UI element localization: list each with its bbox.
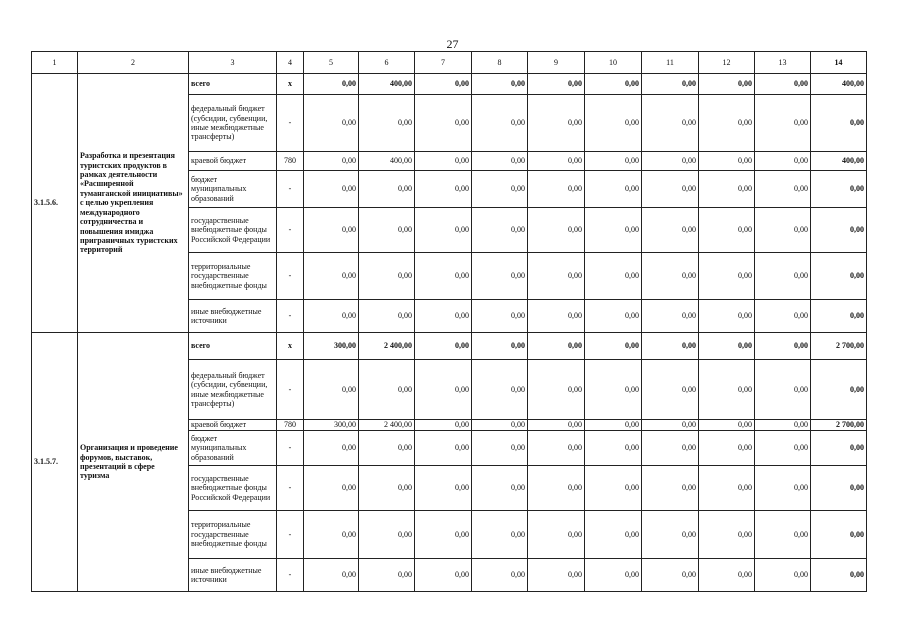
amount-cell: 0,00 xyxy=(472,511,528,559)
amount-cell: 0,00 xyxy=(528,300,585,333)
amount-cell: 0,00 xyxy=(585,95,642,152)
amount-cell: 0,00 xyxy=(811,511,867,559)
amount-cell: 0,00 xyxy=(528,171,585,208)
amount-cell: 0,00 xyxy=(699,511,755,559)
table-body xyxy=(32,52,867,592)
amount-cell: 0,00 xyxy=(699,300,755,333)
header-cell: 5 xyxy=(304,52,359,74)
amount-cell: 0,00 xyxy=(585,171,642,208)
header-cell: 3 xyxy=(189,52,277,74)
amount-cell: 0,00 xyxy=(472,171,528,208)
amount-cell: 0,00 xyxy=(304,152,359,171)
budget-code: - xyxy=(277,208,304,253)
amount-cell: 0,00 xyxy=(359,511,415,559)
amount-cell: 0,00 xyxy=(472,208,528,253)
budget-code: - xyxy=(277,360,304,420)
measure-description: Разработка и презентация туристских продуктов в рамках деятельности «Расширенной туманганской инициативы» с целью укрепления международного сотрудничества и повышения имиджа приграничных туристских территорий xyxy=(78,74,189,333)
amount-cell: 0,00 xyxy=(642,559,699,592)
amount-cell: 0,00 xyxy=(755,208,811,253)
amount-cell: 0,00 xyxy=(811,431,867,466)
amount-cell: 0,00 xyxy=(585,208,642,253)
amount-cell: 0,00 xyxy=(811,171,867,208)
amount-cell: 0,00 xyxy=(642,171,699,208)
amount-cell: 2 700,00 xyxy=(811,333,867,360)
funding-source: территориальные государственные внебюджетные фонды xyxy=(189,253,277,300)
funding-source: государственные внебюджетные фонды Российской Федерации xyxy=(189,466,277,511)
amount-cell: 0,00 xyxy=(472,74,528,95)
amount-cell: 0,00 xyxy=(755,300,811,333)
amount-cell: 0,00 xyxy=(585,74,642,95)
amount-cell: 0,00 xyxy=(415,208,472,253)
funding-source: бюджет муниципальных образований xyxy=(189,171,277,208)
amount-cell: 0,00 xyxy=(755,171,811,208)
amount-cell: 0,00 xyxy=(755,360,811,420)
amount-cell: 0,00 xyxy=(642,420,699,431)
header-cell: 7 xyxy=(415,52,472,74)
amount-cell: 300,00 xyxy=(304,333,359,360)
header-cell: 2 xyxy=(78,52,189,74)
amount-cell: 0,00 xyxy=(811,466,867,511)
amount-cell: 0,00 xyxy=(304,466,359,511)
amount-cell: 0,00 xyxy=(811,559,867,592)
amount-cell: 0,00 xyxy=(359,466,415,511)
amount-cell: 0,00 xyxy=(359,360,415,420)
budget-code: - xyxy=(277,95,304,152)
amount-cell: 0,00 xyxy=(304,559,359,592)
table-row-total xyxy=(32,333,867,360)
header-cell: 10 xyxy=(585,52,642,74)
header-cell: 13 xyxy=(755,52,811,74)
amount-cell: 0,00 xyxy=(699,171,755,208)
amount-cell: 0,00 xyxy=(585,152,642,171)
amount-cell: 0,00 xyxy=(472,420,528,431)
amount-cell: 400,00 xyxy=(811,74,867,95)
amount-cell: 0,00 xyxy=(359,431,415,466)
amount-cell: 0,00 xyxy=(755,152,811,171)
amount-cell: 0,00 xyxy=(755,95,811,152)
amount-cell: 0,00 xyxy=(642,95,699,152)
amount-cell: 0,00 xyxy=(642,253,699,300)
funding-source: иные внебюджетные источники xyxy=(189,300,277,333)
amount-cell: 0,00 xyxy=(304,511,359,559)
amount-cell: 0,00 xyxy=(359,208,415,253)
amount-cell: 0,00 xyxy=(359,300,415,333)
budget-code: - xyxy=(277,511,304,559)
amount-cell: 0,00 xyxy=(642,466,699,511)
header-cell: 9 xyxy=(528,52,585,74)
amount-cell: 0,00 xyxy=(304,171,359,208)
amount-cell: 0,00 xyxy=(415,559,472,592)
amount-cell: 0,00 xyxy=(699,74,755,95)
amount-cell: 0,00 xyxy=(699,253,755,300)
header-cell: 11 xyxy=(642,52,699,74)
funding-source: бюджет муниципальных образований xyxy=(189,431,277,466)
amount-cell: 0,00 xyxy=(528,253,585,300)
amount-cell: 0,00 xyxy=(472,95,528,152)
budget-code: - xyxy=(277,559,304,592)
page-number: 27 xyxy=(446,37,459,51)
amount-cell: 0,00 xyxy=(415,171,472,208)
amount-cell: 0,00 xyxy=(528,152,585,171)
budget-code: х xyxy=(277,74,304,95)
budget-code: - xyxy=(277,466,304,511)
amount-cell: 0,00 xyxy=(642,300,699,333)
amount-cell: 0,00 xyxy=(642,152,699,171)
amount-cell: 0,00 xyxy=(415,74,472,95)
amount-cell: 0,00 xyxy=(304,253,359,300)
measure-code: 3.1.5.7. xyxy=(32,333,78,592)
budget-code: - xyxy=(277,171,304,208)
amount-cell: 0,00 xyxy=(585,559,642,592)
budget-table xyxy=(31,51,867,592)
amount-cell: 0,00 xyxy=(415,360,472,420)
funding-source: государственные внебюджетные фонды Российской Федерации xyxy=(189,208,277,253)
header-cell: 12 xyxy=(699,52,755,74)
amount-cell: 0,00 xyxy=(811,208,867,253)
amount-cell: 0,00 xyxy=(642,333,699,360)
amount-cell: 0,00 xyxy=(699,431,755,466)
amount-cell: 0,00 xyxy=(472,152,528,171)
amount-cell: 0,00 xyxy=(304,300,359,333)
amount-cell: 400,00 xyxy=(359,74,415,95)
amount-cell: 0,00 xyxy=(528,333,585,360)
amount-cell: 0,00 xyxy=(528,74,585,95)
amount-cell: 0,00 xyxy=(642,431,699,466)
amount-cell: 0,00 xyxy=(699,95,755,152)
amount-cell: 0,00 xyxy=(359,253,415,300)
budget-code: - xyxy=(277,431,304,466)
table-row-total xyxy=(32,74,867,95)
amount-cell: 0,00 xyxy=(528,95,585,152)
amount-cell: 0,00 xyxy=(811,253,867,300)
amount-cell: 0,00 xyxy=(415,253,472,300)
amount-cell: 0,00 xyxy=(304,431,359,466)
amount-cell: 0,00 xyxy=(472,300,528,333)
amount-cell: 0,00 xyxy=(755,431,811,466)
amount-cell: 0,00 xyxy=(585,420,642,431)
amount-cell: 0,00 xyxy=(528,431,585,466)
amount-cell: 2 400,00 xyxy=(359,420,415,431)
header-cell: 14 xyxy=(811,52,867,74)
amount-cell: 0,00 xyxy=(755,511,811,559)
measure-code: 3.1.5.6. xyxy=(32,74,78,333)
amount-cell: 0,00 xyxy=(472,431,528,466)
amount-cell: 0,00 xyxy=(472,360,528,420)
funding-source: иные внебюджетные источники xyxy=(189,559,277,592)
amount-cell: 0,00 xyxy=(699,152,755,171)
amount-cell: 0,00 xyxy=(415,511,472,559)
header-cell: 6 xyxy=(359,52,415,74)
amount-cell: 0,00 xyxy=(304,74,359,95)
amount-cell: 0,00 xyxy=(415,466,472,511)
amount-cell: 0,00 xyxy=(755,74,811,95)
amount-cell: 0,00 xyxy=(699,420,755,431)
amount-cell: 0,00 xyxy=(528,420,585,431)
amount-cell: 0,00 xyxy=(755,253,811,300)
amount-cell: 0,00 xyxy=(755,333,811,360)
amount-cell: 300,00 xyxy=(304,420,359,431)
funding-source: всего xyxy=(189,74,277,95)
amount-cell: 0,00 xyxy=(415,420,472,431)
header-cell: 1 xyxy=(32,52,78,74)
amount-cell: 0,00 xyxy=(304,208,359,253)
budget-code: - xyxy=(277,253,304,300)
amount-cell: 0,00 xyxy=(811,95,867,152)
amount-cell: 0,00 xyxy=(415,300,472,333)
amount-cell: 0,00 xyxy=(642,360,699,420)
funding-source: федеральный бюджет (субсидии, субвенции, иные межбюджетные трансферты) xyxy=(189,360,277,420)
amount-cell: 0,00 xyxy=(472,466,528,511)
amount-cell: 0,00 xyxy=(585,466,642,511)
amount-cell: 0,00 xyxy=(811,360,867,420)
budget-code: 780 xyxy=(277,152,304,171)
amount-cell: 0,00 xyxy=(472,333,528,360)
amount-cell: 0,00 xyxy=(472,559,528,592)
amount-cell: 0,00 xyxy=(755,466,811,511)
header-cell: 4 xyxy=(277,52,304,74)
amount-cell: 0,00 xyxy=(585,333,642,360)
amount-cell: 0,00 xyxy=(304,95,359,152)
funding-source: территориальные государственные внебюджетные фонды xyxy=(189,511,277,559)
amount-cell: 0,00 xyxy=(642,208,699,253)
measure-description: Организация и проведение форумов, выставок, презентаций в сфере туризма xyxy=(78,333,189,592)
amount-cell: 0,00 xyxy=(699,559,755,592)
amount-cell: 400,00 xyxy=(359,152,415,171)
amount-cell: 0,00 xyxy=(699,333,755,360)
amount-cell: 0,00 xyxy=(699,360,755,420)
amount-cell: 0,00 xyxy=(359,559,415,592)
amount-cell: 0,00 xyxy=(811,300,867,333)
amount-cell: 0,00 xyxy=(755,559,811,592)
amount-cell: 2 400,00 xyxy=(359,333,415,360)
budget-code: х xyxy=(277,333,304,360)
amount-cell: 0,00 xyxy=(415,95,472,152)
funding-source: краевой бюджет xyxy=(189,152,277,171)
amount-cell: 0,00 xyxy=(528,360,585,420)
amount-cell: 0,00 xyxy=(642,511,699,559)
amount-cell: 0,00 xyxy=(415,152,472,171)
amount-cell: 0,00 xyxy=(755,420,811,431)
amount-cell: 0,00 xyxy=(585,300,642,333)
header-cell: 8 xyxy=(472,52,528,74)
amount-cell: 0,00 xyxy=(528,559,585,592)
amount-cell: 0,00 xyxy=(699,466,755,511)
amount-cell: 400,00 xyxy=(811,152,867,171)
budget-code: - xyxy=(277,300,304,333)
amount-cell: 0,00 xyxy=(359,95,415,152)
amount-cell: 0,00 xyxy=(585,253,642,300)
amount-cell: 0,00 xyxy=(304,360,359,420)
amount-cell: 0,00 xyxy=(528,466,585,511)
budget-code: 780 xyxy=(277,420,304,431)
amount-cell: 0,00 xyxy=(415,333,472,360)
funding-source: всего xyxy=(189,333,277,360)
amount-cell: 0,00 xyxy=(528,511,585,559)
funding-source: краевой бюджет xyxy=(189,420,277,431)
funding-source: федеральный бюджет (субсидии, субвенции, иные межбюджетные трансферты) xyxy=(189,95,277,152)
amount-cell: 0,00 xyxy=(642,74,699,95)
amount-cell: 0,00 xyxy=(528,208,585,253)
amount-cell: 0,00 xyxy=(585,511,642,559)
amount-cell: 0,00 xyxy=(359,171,415,208)
amount-cell: 0,00 xyxy=(585,431,642,466)
amount-cell: 2 700,00 xyxy=(811,420,867,431)
amount-cell: 0,00 xyxy=(415,431,472,466)
amount-cell: 0,00 xyxy=(472,253,528,300)
header-row xyxy=(32,52,867,74)
amount-cell: 0,00 xyxy=(585,360,642,420)
amount-cell: 0,00 xyxy=(699,208,755,253)
